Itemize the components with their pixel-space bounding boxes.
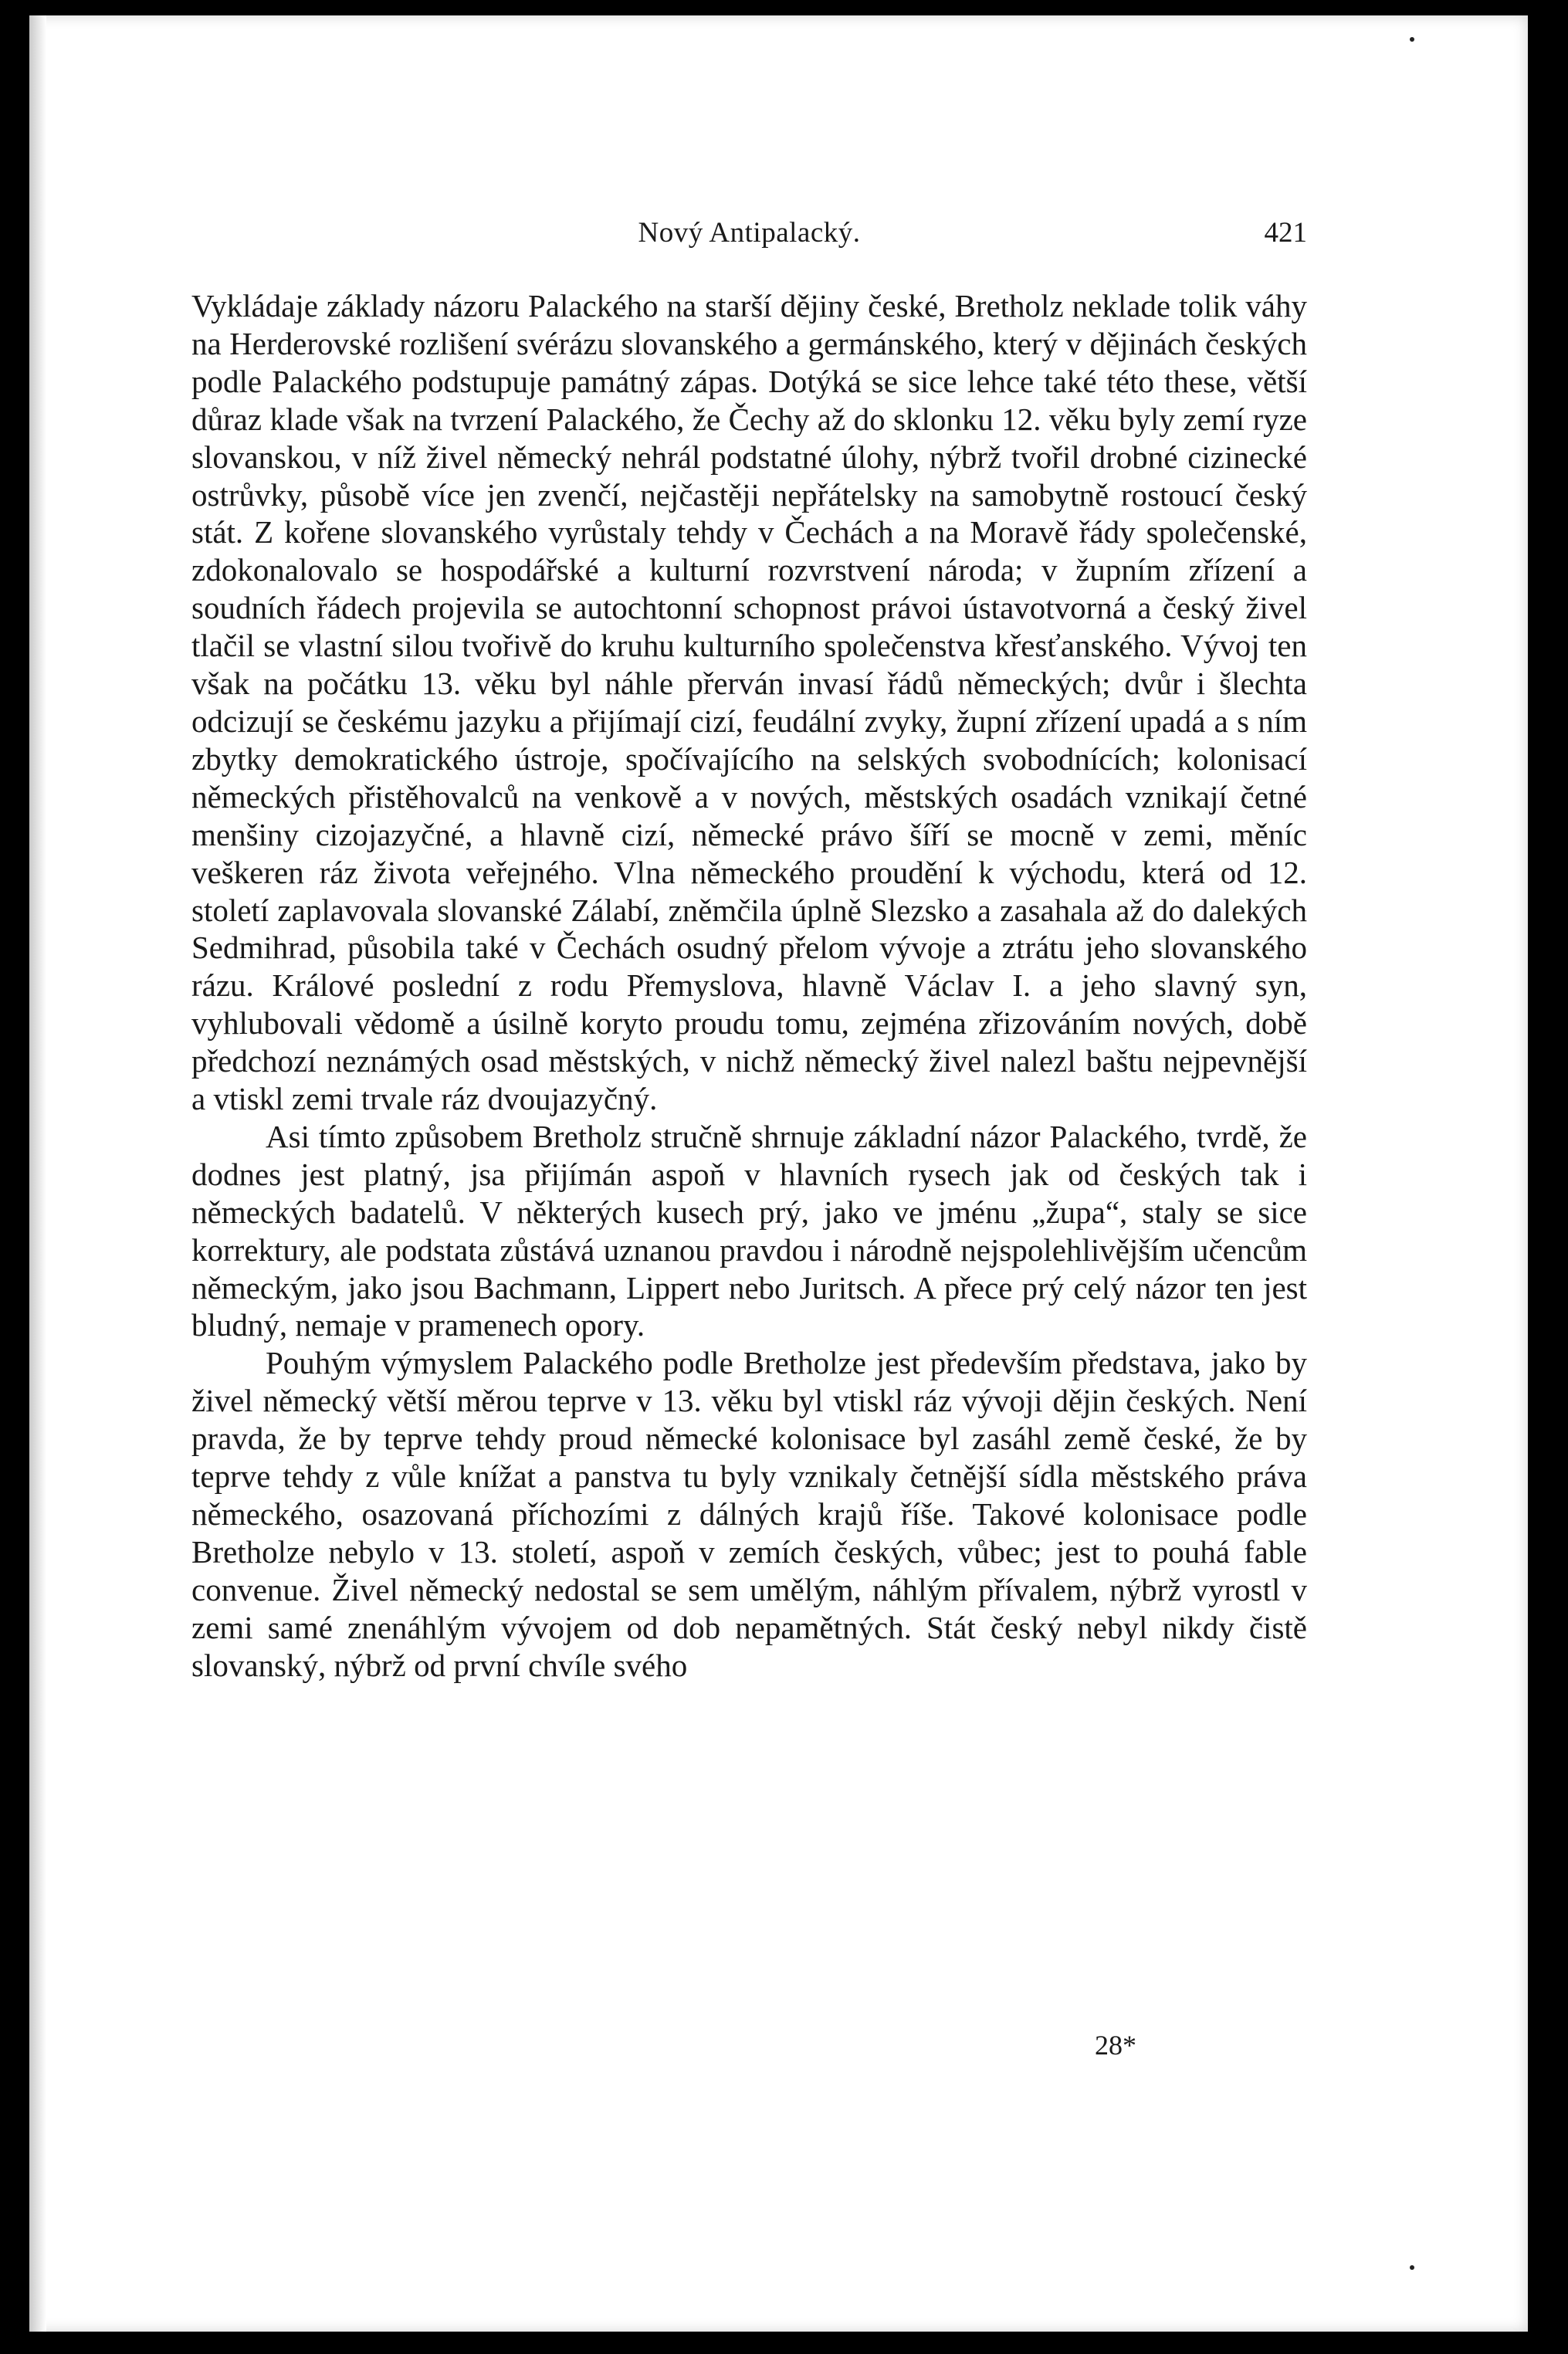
running-header xyxy=(191,216,1307,255)
paragraph-1: Vykládaje základy názoru Palackého na starší dějiny české, Bretholz neklade tolik váhy na Herderovské rozlišení svérázu slovanského a germánského, který v dějinách českých podle Palackého podstupuje památný zápas. Dotýká se sice lehce také této these, větší důraz klade však na tvrzení Palackého, že Čechy až do sklonku 12. věku byly zemí ryze slovanskou, v níž živel německý nehrál podstatné úlohy, nýbrž tvořil drobné cizinecké ostrůvky, působě více jen zvenčí, nejčastěji nepřátelsky na samobytně rostoucí český stát. Z kořene slovanského vyrůstaly tehdy v Čechách a na Moravě řády společenské, zdokonalovalo se hospodářské a kulturní rozvrstvení národa; v župním zřízení a soudních řádech projevila se autochtonní schopnost právoi ústavotvorná a český živel tlačil se vlastní silou tvořivě do kruhu kulturního společenstva křesťanského. Vývoj ten však na počátku 13. věku byl náhle přerván invasí řádů německých; dvůr i šlechta odcizují se českému jazyku a přijímají cizí, feudální zvyky, župní zřízení upadá a s ním zbytky demokratického ústroje, spočívajícího na selských svobodnících; kolonisací německých přistěhovalců na venkově a v nových, městských osadách vznikají četné menšiny cizojazyčné, a hlavně cizí, německé právo šíří se mocně v zemi, měníc veškeren ráz života veřejného. Vlna německého proudění k východu, která od 12. století zaplavovala slovanské Zálabí, zněmčila úplně Slezsko a zasahala až do dalekých Sedmihrad, působila také v Čechách osudný přelom vývoje a ztrátu jeho slovanského rázu. Králové poslední z rodu Přemyslova, hlavně Václav I. a jeho slavný syn, vyhlubovali vědomě a úsilně koryto proudu tomu, zejména zřizováním nových, době předchozí neznámých osad městských, v nichž německý živel nalezl baštu nejpevnější a vtiskl zemi trvale ráz dvoujazyčný. xyxy=(191,288,1307,1117)
dust-speck xyxy=(1410,37,1414,42)
signature-mark: 28* xyxy=(1095,2030,1136,2061)
main-text xyxy=(191,287,1307,1685)
paragraph-3: Pouhým výmyslem Palackého podle Bretholze jest především představa, jako by živel německý větší měrou teprve v 13. věku byl vtiskl ráz vývoji dějin českých. Není pravda, že by teprve tehdy proud německé kolonisace byl zasáhl země české, že by teprve tehdy z vůle knížat a panstva tu byly vznikaly četnější sídla městského práva německého, osazovaná příchozími z dálných krajů říše. Takové kolonisace podle Bretholze nebylo v 13. století, aspoň v zemích českých, vůbec; jest to pouhá fable convenue. Živel německý nedostal se sem umělým, náhlým přívalem, nýbrž vyrostl v zemi samé znenáhlým vývojem od dob nepamětných. Stát český nebyl nikdy čistě slovanský, nýbrž od první chvíle svého xyxy=(191,1345,1307,1683)
paragraph-2: Asi tímto způsobem Bretholz stručně shrnuje základní názor Palackého, tvrdě, že dodnes jest platný, jsa přijímán aspoň v hlavních rysech jak od českých tak i německých badatelů. V některých kusech prý, jako ve jménu „župa“, staly se sice korrektury, ale podstata zůstává uznanou pravdou i národně nejspolehlivějším učencům německým, jako jsou Bachmann, Lippert nebo Juritsch. A přece prý celý názor ten jest bludný, nemaje v pramenech opory. xyxy=(191,1118,1307,1343)
running-title: Nový Antipalacký. xyxy=(638,217,861,249)
dust-speck xyxy=(1410,2265,1414,2270)
page-number: 421 xyxy=(1264,217,1307,249)
page-edge-shadow xyxy=(29,15,46,2332)
